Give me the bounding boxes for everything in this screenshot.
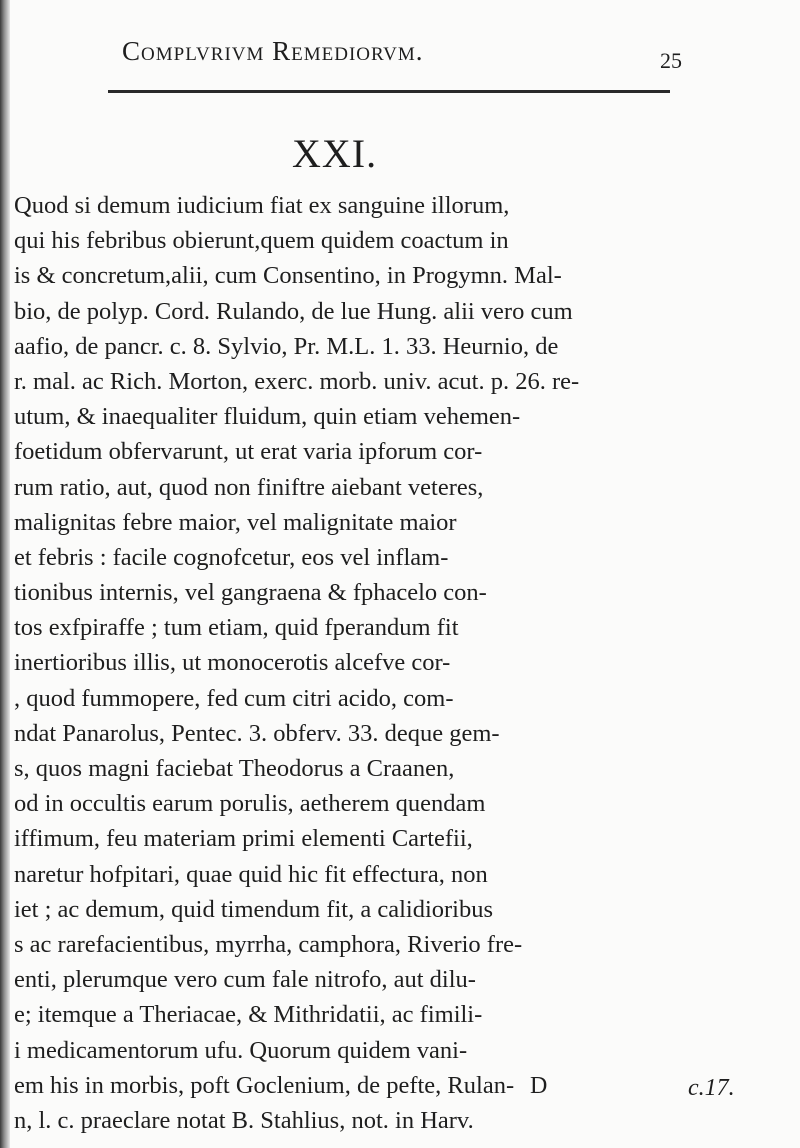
text-line: iffimum, feu materiam primi elementi Cartefii,: [14, 825, 473, 853]
body-text: [14, 188, 724, 1138]
text-line: qui his febribus obierunt,quem quidem coactum in: [14, 227, 509, 255]
text-line: malignitas febre maior, vel malignitate maior: [14, 508, 457, 536]
text-line: Quod si demum iudicium fiat ex sanguine illorum,: [14, 192, 510, 219]
text-line: bio, de polyp. Cord. Rulando, de lue Hung. alii vero cum: [14, 297, 573, 325]
running-head: Complvrivm Remediorvm.: [122, 36, 424, 66]
page-header: [122, 26, 722, 73]
text-line: em his in morbis, poft Goclenium, de pefte, Rulan-: [14, 1071, 515, 1099]
text-line: rum ratio, aut, quod non finiftre aiebant veteres,: [14, 473, 484, 501]
page-footer: [0, 1073, 800, 1109]
text-line: , quod fummopere, fed cum citri acido, com-: [14, 684, 454, 712]
text-line: utum, & inaequaliter fluidum, quin etiam vehemen-: [14, 403, 521, 431]
text-line: ndat Panarolus, Pentec. 3. obferv. 33. deque gem-: [14, 719, 500, 747]
text-line: s, quos magni faciebat Theodorus a Craanen,: [14, 755, 455, 782]
text-line: is & concretum,alii, cum Consentino, in Progymn. Mal-: [14, 262, 562, 290]
text-line: tionibus internis, vel gangraena & fphacelo con-: [14, 579, 487, 607]
text-line: naretur hofpitari, quae quid hic fit effectura, non: [14, 860, 488, 888]
section-number: XXI.: [292, 131, 378, 176]
text-line: iet ; ac demum, quid timendum fit, a calidioribus: [14, 895, 494, 923]
text-line: aafio, de pancr. c. 8. Sylvio, Pr. M.L. 1. 33. Heurnio, de: [14, 332, 559, 360]
header-rule: [108, 90, 670, 93]
signature-mark: D: [530, 1073, 548, 1099]
text-line: tos exfpiraffe ; tum etiam, quid fperandum fit: [14, 614, 459, 642]
text-line: s ac rarefacientibus, myrrha, camphora, Riverio fre-: [14, 930, 523, 958]
text-line: enti, plerumque vero cum fale nitrofo, aut dilu-: [14, 966, 476, 994]
text-line: od in occultis earum porulis, aetherem quendam: [14, 790, 486, 818]
page-number: 25: [660, 48, 682, 73]
text-line: foetidum obfervarunt, ut erat varia ipforum cor-: [14, 438, 483, 466]
text-line: r. mal. ac Rich. Morton, exerc. morb. univ. acut. p. 26. re-: [14, 367, 580, 395]
text-line: n, l. c. praeclare notat B. Stahlius, not. in Harv.: [14, 1106, 474, 1134]
text-line: et febris : facile cognofcetur, eos vel inflam-: [14, 543, 449, 571]
text-line: e; itemque a Theriacae, & Mithridatii, ac fimili-: [14, 1001, 483, 1029]
text-line: inertioribus illis, ut monocerotis alcefve cor-: [14, 649, 451, 677]
text-line: i medicamentorum ufu. Quorum quidem vani-: [14, 1036, 468, 1064]
catchword: c.17.: [688, 1075, 735, 1101]
page-gutter-shadow: [0, 0, 10, 1148]
